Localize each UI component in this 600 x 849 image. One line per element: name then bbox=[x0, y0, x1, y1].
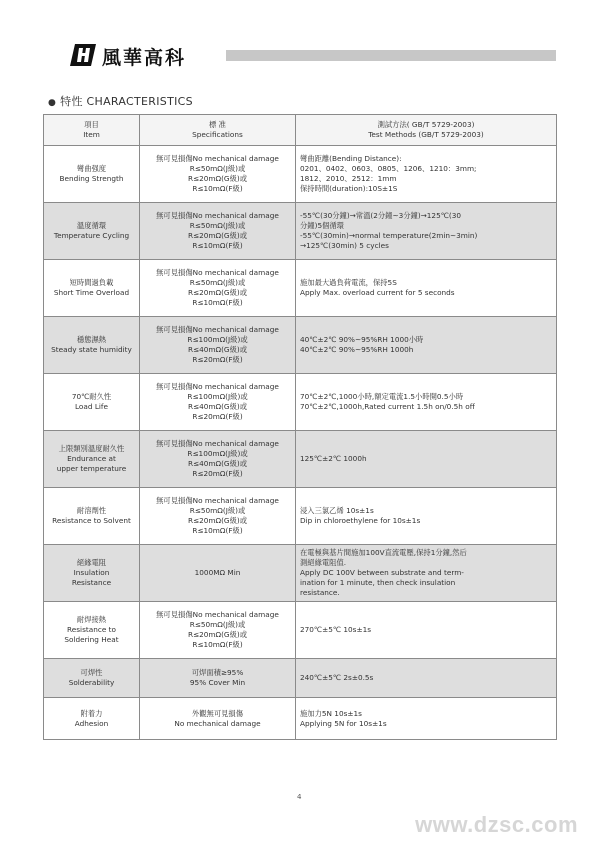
row-method-line: 70℃±2℃,1000小時,額定電流1.5小時開0.5小時 bbox=[300, 392, 464, 401]
header-specifications bbox=[140, 115, 296, 146]
row-spec-line: 無可見損傷No mechanical damage bbox=[156, 382, 279, 391]
row-spec-line: R≤100mΩ(J級)或 bbox=[187, 335, 248, 344]
row-method bbox=[296, 203, 557, 260]
row-method-line: 施加最大過負荷電流，保持5S bbox=[300, 278, 397, 287]
row-item-line: 70℃耐久性 bbox=[71, 392, 112, 401]
row-spec-line: 無可見損傷No mechanical damage bbox=[156, 154, 279, 163]
row-spec-line: R≤20mΩ(G級)或 bbox=[187, 516, 248, 525]
row-spec-line: 無可見損傷No mechanical damage bbox=[156, 496, 279, 505]
row-item bbox=[44, 659, 140, 698]
row-item-line: Resistance to Solvent bbox=[52, 516, 131, 525]
row-method-line: Apply DC 100V between substrate and term- bbox=[300, 568, 464, 577]
row-spec-line: R≤10mΩ(F級) bbox=[192, 298, 243, 307]
header-bar bbox=[226, 50, 556, 61]
row-spec-line: R≤10mΩ(F級) bbox=[192, 241, 243, 250]
table-row bbox=[44, 431, 557, 488]
row-spec bbox=[140, 146, 296, 203]
row-method-line: 保持時間(duration):10S±1S bbox=[300, 184, 398, 193]
row-spec-line: R≤20mΩ(G級)或 bbox=[187, 174, 248, 183]
row-method-line: 40℃±2℃ 90%~95%RH 1000小時 bbox=[300, 335, 424, 344]
row-item bbox=[44, 698, 140, 740]
row-item bbox=[44, 260, 140, 317]
row-method-line: Dip in chloroethylene for 10s±1s bbox=[300, 516, 421, 525]
header-line: 項目 bbox=[84, 120, 99, 129]
row-method-line: -55℃(30min)→normal temperature(2min~3min) bbox=[300, 231, 478, 240]
table-row bbox=[44, 203, 557, 260]
row-spec-line: R≤40mΩ(G級)或 bbox=[187, 345, 248, 354]
row-spec bbox=[140, 698, 296, 740]
row-spec-line: R≤50mΩ(J級)或 bbox=[189, 278, 246, 287]
row-spec-line: 外觀無可見損傷 bbox=[191, 708, 244, 718]
header-line: Item bbox=[83, 130, 100, 139]
header-line: Specifications bbox=[192, 130, 243, 139]
row-method-line: 70℃±2℃,1000h,Rated current 1.5h on/0.5h off bbox=[300, 402, 475, 411]
row-item-line: 穩態濕熱 bbox=[76, 335, 107, 344]
row-spec-line: 無可見損傷No mechanical damage bbox=[156, 439, 279, 448]
row-spec-line: R≤20mΩ(F級) bbox=[192, 412, 243, 421]
row-spec-line: R≤50mΩ(J級)或 bbox=[189, 506, 246, 515]
row-spec bbox=[140, 203, 296, 260]
row-method-line: 分鐘)5個循環 bbox=[300, 221, 344, 230]
row-item bbox=[44, 488, 140, 545]
table-row bbox=[44, 146, 557, 203]
row-method-line: 彎曲距離(Bending Distance): bbox=[300, 154, 402, 163]
row-spec-line: R≤20mΩ(G級)或 bbox=[187, 288, 248, 297]
row-spec bbox=[140, 545, 296, 602]
row-method bbox=[296, 317, 557, 374]
table-row bbox=[44, 545, 557, 602]
row-method-line: 240℃±5℃ 2s±0.5s bbox=[300, 673, 374, 682]
header-item bbox=[44, 115, 140, 146]
row-item-line: upper temperature bbox=[56, 464, 127, 473]
row-item-line: Solderability bbox=[68, 678, 115, 687]
row-spec-line: R≤100mΩ(J級)或 bbox=[187, 392, 248, 401]
table-row bbox=[44, 374, 557, 431]
row-spec-line: R≤10mΩ(F級) bbox=[192, 184, 243, 193]
row-method-line: Applying 5N for 10s±1s bbox=[300, 718, 387, 728]
table-row bbox=[44, 659, 557, 698]
row-method bbox=[296, 698, 557, 740]
row-spec-line: R≤20mΩ(G級)或 bbox=[187, 630, 248, 639]
table-row bbox=[44, 317, 557, 374]
row-spec bbox=[140, 659, 296, 698]
row-spec-line: R≤10mΩ(F級) bbox=[192, 526, 243, 535]
row-method-line: 在電極與基片間施加100V直流電壓,保持1分鐘,然后 bbox=[300, 548, 467, 557]
row-item-line: 可焊性 bbox=[80, 668, 103, 677]
row-item bbox=[44, 203, 140, 260]
row-spec bbox=[140, 488, 296, 545]
row-item-line: 耐溶劑性 bbox=[76, 506, 107, 515]
row-item-line: 短時間過負載 bbox=[69, 278, 114, 287]
row-item bbox=[44, 317, 140, 374]
row-item-line: Endurance at bbox=[67, 454, 116, 463]
row-item bbox=[44, 545, 140, 602]
row-spec-line: R≤50mΩ(J級)或 bbox=[189, 620, 246, 629]
table-header-row bbox=[44, 115, 557, 146]
row-method-line: 125℃±2℃ 1000h bbox=[300, 454, 367, 463]
row-spec-line: R≤20mΩ(G級)或 bbox=[187, 231, 248, 240]
row-method-line: ination for 1 minute, then check insulation bbox=[300, 578, 456, 587]
row-spec-line: 1000MΩ Min bbox=[194, 568, 241, 577]
table-row bbox=[44, 698, 557, 740]
row-spec-line: 無可見損傷No mechanical damage bbox=[156, 268, 279, 277]
row-method-line: -55℃(30分鐘)→常溫(2分鐘~3分鐘)→125℃(30 bbox=[300, 211, 462, 220]
row-spec-line: R≤50mΩ(J級)或 bbox=[189, 164, 246, 173]
row-method-line: 40℃±2℃ 90%~95%RH 1000h bbox=[300, 345, 414, 354]
header-line: 標 准 bbox=[209, 120, 226, 129]
row-spec-line: R≤20mΩ(F級) bbox=[192, 469, 243, 478]
row-method-line: 浸入三氯乙烯 10s±1s bbox=[300, 506, 374, 515]
row-item-line: 上限類別溫度耐久性 bbox=[58, 444, 125, 453]
row-spec-line: R≤40mΩ(G級)或 bbox=[187, 459, 248, 468]
row-spec-line: 可焊面積≥95% bbox=[191, 668, 244, 677]
row-item-line: Insulation bbox=[73, 568, 110, 577]
row-method bbox=[296, 374, 557, 431]
row-spec-line: 無可見損傷No mechanical damage bbox=[156, 610, 279, 619]
table-row bbox=[44, 488, 557, 545]
header-line: 測試方法( GB/T 5729-2003) bbox=[377, 120, 475, 129]
row-method-line: 0201、0402、0603、0805、1206、1210：3mm; bbox=[300, 164, 477, 173]
row-item-line: Resistance bbox=[71, 578, 112, 587]
row-method bbox=[296, 431, 557, 488]
brand-logo-icon bbox=[70, 44, 96, 66]
row-spec-line: R≤50mΩ(J級)或 bbox=[189, 221, 246, 230]
row-spec-line: R≤100mΩ(J級)或 bbox=[187, 449, 248, 458]
row-method bbox=[296, 545, 557, 602]
row-method bbox=[296, 659, 557, 698]
bullet-icon: ● bbox=[48, 98, 57, 108]
table-row bbox=[44, 260, 557, 317]
row-spec bbox=[140, 317, 296, 374]
row-method-line: 270℃±5℃ 10s±1s bbox=[300, 625, 372, 634]
row-method-line: resistance. bbox=[300, 588, 340, 597]
row-method bbox=[296, 260, 557, 317]
row-item-line: Steady state humidity bbox=[51, 345, 132, 354]
row-method-line: 1812、2010、2512：1mm bbox=[300, 174, 397, 183]
row-item bbox=[44, 146, 140, 203]
row-spec-line: 無可見損傷No mechanical damage bbox=[156, 325, 279, 334]
row-spec bbox=[140, 374, 296, 431]
row-item-line: 溫度循環 bbox=[76, 221, 107, 230]
row-method-line: 測絕緣電阻值. bbox=[300, 558, 347, 567]
row-item-line: Adhesion bbox=[74, 718, 109, 728]
row-method bbox=[296, 488, 557, 545]
page-header bbox=[70, 42, 556, 68]
row-item-line: Bending Strength bbox=[59, 174, 124, 183]
row-item bbox=[44, 374, 140, 431]
row-item-line: Short Time Overload bbox=[53, 288, 130, 297]
section-title bbox=[48, 93, 193, 109]
row-spec-line: 無可見損傷No mechanical damage bbox=[156, 211, 279, 220]
row-item-line: Resistance to bbox=[67, 625, 116, 634]
table-body bbox=[44, 146, 557, 740]
row-item-line: Soldering Heat bbox=[64, 635, 119, 644]
row-method bbox=[296, 146, 557, 203]
row-method-line: →125℃(30min) 5 cycles bbox=[300, 241, 389, 250]
row-item-line: 絕緣電阻 bbox=[76, 558, 107, 567]
row-spec bbox=[140, 431, 296, 488]
page-number: 4 bbox=[297, 793, 302, 801]
row-spec-line: R≤10mΩ(F級) bbox=[192, 640, 243, 649]
section-title-text: 特性 CHARACTERISTICS bbox=[60, 95, 193, 108]
row-spec bbox=[140, 260, 296, 317]
row-item-line: 彎曲强度 bbox=[76, 164, 107, 173]
brand-name: 風華高科 bbox=[102, 47, 187, 69]
row-method-line: Apply Max. overload current for 5 seconds bbox=[300, 288, 455, 297]
row-method-line: 施加力5N 10s±1s bbox=[300, 708, 362, 718]
row-spec bbox=[140, 602, 296, 659]
row-spec-line: No mechanical damage bbox=[174, 718, 261, 728]
row-item-line: 附着力 bbox=[80, 708, 103, 718]
row-item bbox=[44, 602, 140, 659]
row-item-line: Temperature Cycling bbox=[53, 231, 130, 240]
row-spec-line: R≤20mΩ(F級) bbox=[192, 355, 243, 364]
header-line: Test Methods (GB/T 5729-2003) bbox=[368, 130, 484, 139]
row-item bbox=[44, 431, 140, 488]
header-test-methods bbox=[296, 115, 557, 146]
watermark: www.dzsc.com bbox=[415, 812, 578, 837]
row-method bbox=[296, 602, 557, 659]
row-item-line: 耐焊接熱 bbox=[76, 615, 107, 624]
row-item-line: Load Life bbox=[75, 402, 108, 411]
characteristics-table bbox=[43, 114, 557, 740]
row-spec-line: R≤40mΩ(G級)或 bbox=[187, 402, 248, 411]
row-spec-line: 95% Cover Min bbox=[189, 678, 246, 687]
table-row bbox=[44, 602, 557, 659]
